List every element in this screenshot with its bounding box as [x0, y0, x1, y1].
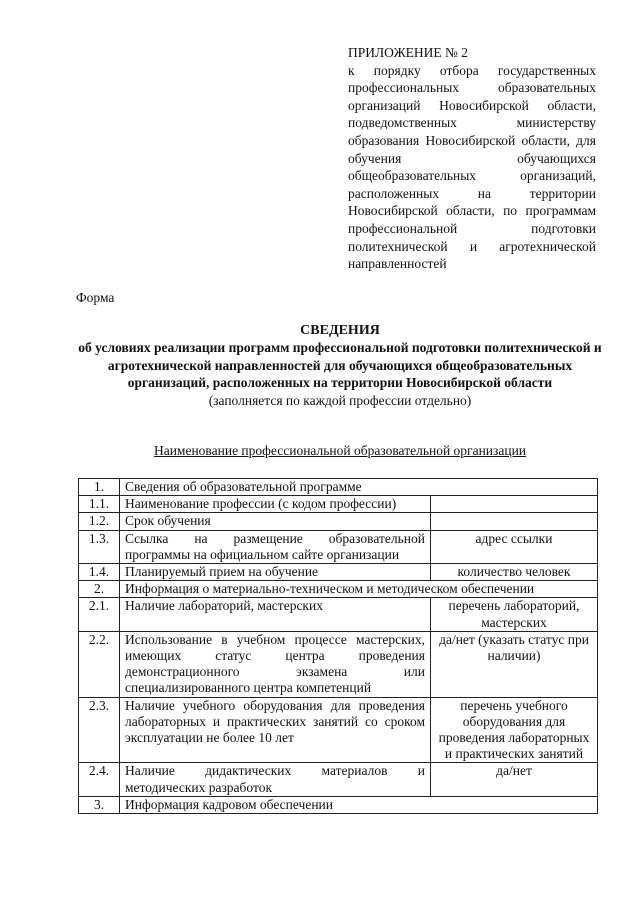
row-value: перечень лабораторий, мастерских — [431, 598, 598, 631]
table-row — [79, 631, 598, 697]
table-row — [79, 697, 598, 763]
table-row — [79, 496, 598, 513]
row-description: Планируемый прием на обучение — [120, 564, 431, 581]
row-description: Использование в учебном процессе мастерских, имеющих статус центра проведения демонстрационного экзамена или специализированного центра компетенций — [120, 631, 431, 697]
row-value: адрес ссылки — [431, 530, 598, 563]
row-number: 1. — [79, 479, 120, 496]
table-row — [79, 581, 598, 598]
table-row — [79, 530, 598, 563]
table-row — [79, 598, 598, 631]
row-description: Наличие дидактических материалов и методических разработок — [120, 763, 431, 796]
row-description: Наличие лабораторий, мастерских — [120, 598, 431, 631]
row-value — [431, 496, 598, 513]
info-table — [78, 478, 598, 814]
form-label: Форма — [76, 290, 115, 305]
row-number: 1.4. — [79, 564, 120, 581]
row-value: перечень учебного оборудования для проведения лабораторных и практических занятий — [431, 697, 598, 763]
document-note: (заполняется по каждой профессии отдельно) — [208, 392, 472, 408]
row-number: 2.1. — [79, 598, 120, 631]
row-number: 1.3. — [79, 530, 120, 563]
row-number: 2.3. — [79, 697, 120, 763]
table-row — [79, 513, 598, 530]
document-title-block — [70, 322, 610, 409]
section-heading-cell: Информация кадровом обеспечении — [120, 796, 598, 813]
appendix-text: к порядку отбора государственных профессиональных образовательных организаций Новосибирской области, подведомственных министерству образования Новосибирской области, для обучения обучающихся общеобразовательных организаций, расположенных на территории Новосибирской области, по программам профессиональной подготовки политехнической и агротехнической направленностей — [348, 62, 596, 272]
row-description: Срок обучения — [120, 513, 431, 530]
section-heading-cell: Сведения об образовательной программе — [120, 479, 598, 496]
row-value: количество человек — [431, 564, 598, 581]
table-row — [79, 763, 598, 796]
table-row — [79, 796, 598, 813]
row-value: да/нет — [431, 763, 598, 796]
table-row — [79, 479, 598, 496]
row-number: 2.2. — [79, 631, 120, 697]
appendix-block — [348, 44, 596, 273]
row-number: 2. — [79, 581, 120, 598]
table-row — [79, 564, 598, 581]
document-title: СВЕДЕНИЯ — [300, 323, 380, 338]
row-number: 1.2. — [79, 513, 120, 530]
row-number: 1.1. — [79, 496, 120, 513]
appendix-heading: ПРИЛОЖЕНИЕ № 2 — [348, 45, 469, 60]
row-value — [431, 513, 598, 530]
row-number: 2.4. — [79, 763, 120, 796]
section-heading-cell: Информация о материально-техническом и методическом обеспечении — [120, 581, 598, 598]
row-description: Наименование профессии (с кодом профессии) — [120, 496, 431, 513]
row-number: 3. — [79, 796, 120, 813]
organization-name-label: Наименование профессиональной образовательной организации — [153, 443, 527, 458]
row-description: Наличие учебного оборудования для проведения лабораторных и практических занятий со сроком эксплуатации не более 10 лет — [120, 697, 431, 763]
document-subtitle: об условиях реализации программ профессиональной подготовки политехнической и агротехнической направленностей для обучающихся общеобразовательных организаций, расположенных на территории Новосибирской области — [78, 340, 602, 391]
row-description: Ссылка на размещение образовательной программы на официальном сайте организации — [120, 530, 431, 563]
row-value: да/нет (указать статус при наличии) — [431, 631, 598, 697]
